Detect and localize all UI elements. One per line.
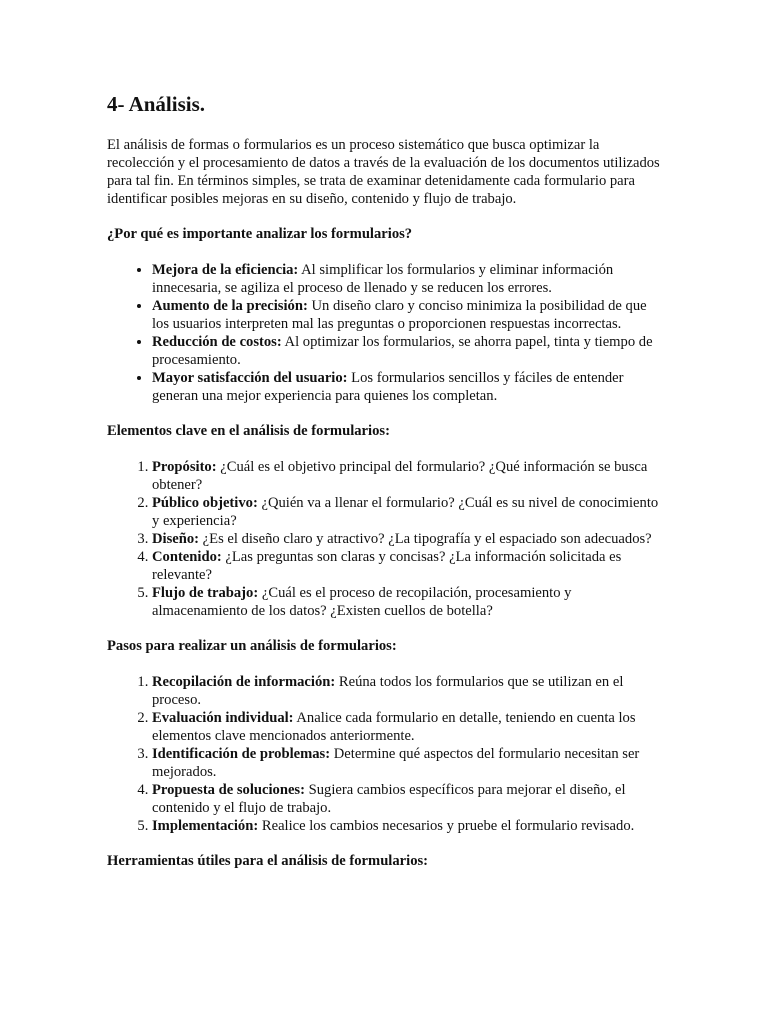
list-item	[152, 584, 667, 620]
list-item	[152, 673, 667, 709]
list-item-term: Recopilación de información:	[152, 674, 336, 690]
list-item	[152, 369, 667, 405]
list-item	[152, 261, 667, 297]
steps-heading: Pasos para realizar un análisis de formularios:	[107, 638, 397, 654]
list-item	[152, 333, 667, 369]
list-item-text: Al simplificar los formularios y eliminar información innecesaria, se agiliza el proceso de llenado y se reducen los errores.	[152, 262, 614, 296]
list-item-text: ¿Quién va a llenar el formulario? ¿Cuál es su nivel de conocimiento y experiencia?	[152, 495, 659, 529]
list-item-text: Un diseño claro y conciso minimiza la posibilidad de que los usuarios interpreten mal las preguntas o proporcionen respuestas incorrectas.	[152, 298, 647, 332]
list-item	[152, 548, 667, 584]
list-item-term: Público objetivo:	[152, 495, 258, 511]
list-item-term: Implementación:	[152, 818, 259, 834]
list-item-text: ¿Es el diseño claro y atractivo? ¿La tipografía y el espaciado son adecuados?	[199, 531, 652, 547]
list-item-term: Propósito:	[152, 459, 217, 475]
list-item-term: Diseño:	[152, 531, 200, 547]
intro-paragraph: El análisis de formas o formularios es un proceso sistemático que busca optimizar la recolección y el procesamiento de datos a través de la evaluación de los documentos utilizados para tal fin. En términos simples, se trata de examinar detenidamente cada formulario para identificar posibles mejoras en su diseño, contenido y flujo de trabajo.	[107, 137, 660, 207]
list-item-term: Mejora de la eficiencia:	[152, 262, 299, 278]
key-elements-list	[107, 458, 667, 620]
list-item-text: Determine qué aspectos del formulario necesitan ser mejorados.	[152, 746, 640, 780]
importance-list	[107, 261, 667, 405]
list-item-term: Identificación de problemas:	[152, 746, 331, 762]
list-item	[152, 458, 667, 494]
list-item-term: Reducción de costos:	[152, 334, 282, 350]
list-item	[152, 494, 667, 530]
list-item-term: Contenido:	[152, 549, 222, 565]
list-item	[152, 817, 667, 835]
list-item	[152, 781, 667, 817]
list-item-term: Aumento de la precisión:	[152, 298, 308, 314]
list-item-text: Los formularios sencillos y fáciles de entender generan una mejor experiencia para quienes los completan.	[152, 370, 624, 404]
list-item	[152, 709, 667, 745]
tools-heading: Herramientas útiles para el análisis de formularios:	[107, 853, 429, 869]
list-item	[152, 530, 667, 548]
key-elements-heading: Elementos clave en el análisis de formularios:	[107, 423, 390, 439]
list-item-term: Flujo de trabajo:	[152, 585, 259, 601]
list-item-text: Reúna todos los formularios que se utilizan en el proceso.	[152, 674, 624, 708]
list-item-term: Mayor satisfacción del usuario:	[152, 370, 348, 386]
list-item	[152, 297, 667, 333]
list-item-text: Sugiera cambios específicos para mejorar el diseño, el contenido y el flujo de trabajo.	[152, 782, 626, 816]
list-item-text: Al optimizar los formularios, se ahorra papel, tinta y tiempo de procesamiento.	[152, 334, 653, 368]
list-item-text: ¿Las preguntas son claras y concisas? ¿La información solicitada es relevante?	[152, 549, 622, 583]
document-page	[107, 92, 667, 888]
list-item-text: ¿Cuál es el objetivo principal del formulario? ¿Qué información se busca obtener?	[152, 459, 648, 493]
list-item	[152, 745, 667, 781]
list-item-term: Evaluación individual:	[152, 710, 294, 726]
list-item-text: ¿Cuál es el proceso de recopilación, procesamiento y almacenamiento de los datos? ¿Existen cuellos de botella?	[152, 585, 572, 619]
document-title: 4- Análisis.	[107, 92, 206, 116]
list-item-term: Propuesta de soluciones:	[152, 782, 305, 798]
list-item-text: Analice cada formulario en detalle, teniendo en cuenta los elementos clave mencionados anteriormente.	[152, 710, 636, 744]
importance-heading: ¿Por qué es importante analizar los formularios?	[107, 226, 413, 242]
steps-list	[107, 673, 667, 835]
list-item-text: Realice los cambios necesarios y pruebe el formulario revisado.	[258, 818, 635, 834]
